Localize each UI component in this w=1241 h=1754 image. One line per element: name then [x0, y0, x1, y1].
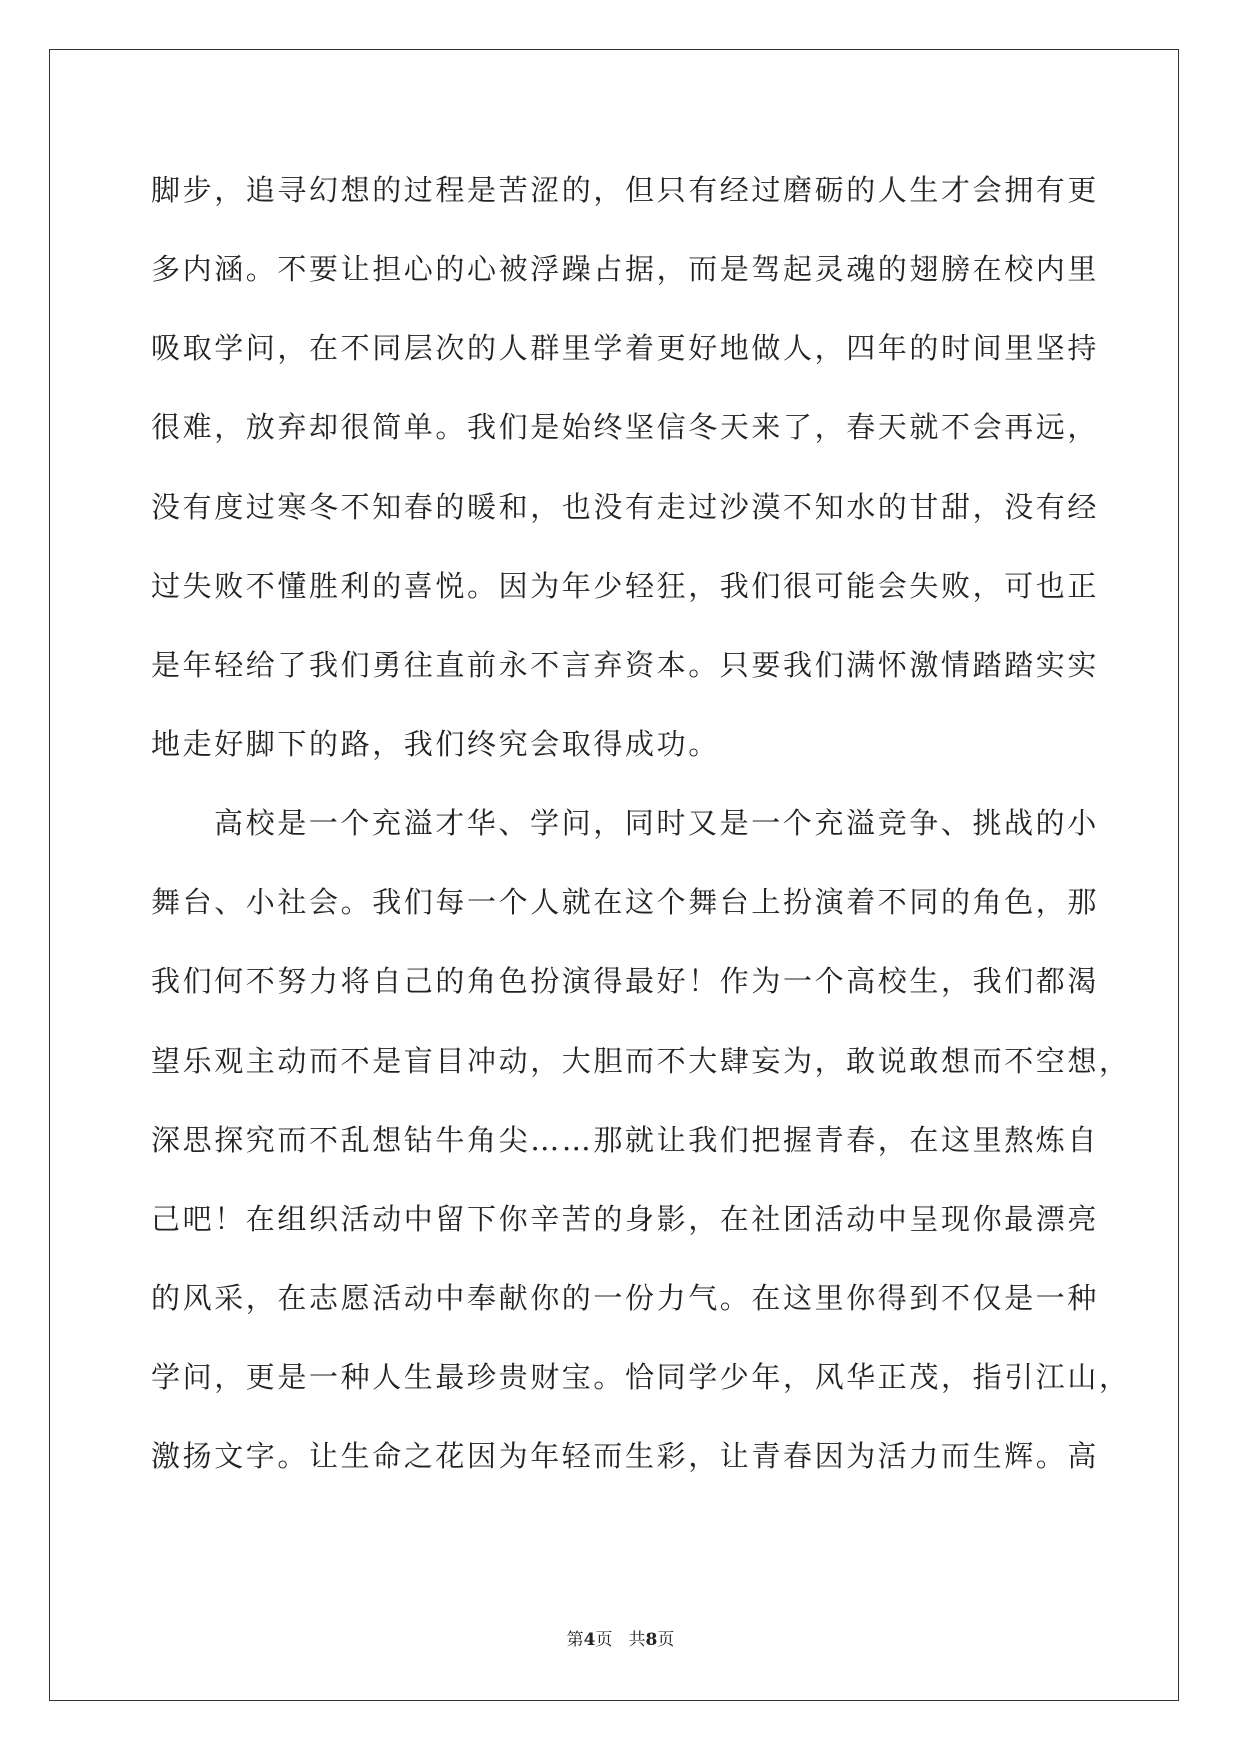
total-label-prefix: 共: [628, 1630, 646, 1650]
text-line: 学问，更是一种人生最珍贵财宝。恰同学少年，风华正茂，指引江山，: [151, 1360, 1131, 1394]
total-label-suffix: 页: [657, 1630, 675, 1650]
text-line: 是年轻给了我们勇往直前永不言弃资本。只要我们满怀激情踏踏实实: [151, 648, 1100, 682]
page-footer: [0, 1625, 1241, 1650]
paragraph-first-line: 高校是一个充溢才华、学问，同时又是一个充溢竞争、挑战的小: [214, 806, 1099, 840]
text-line: 激扬文字。让生命之花因为年轻而生彩，让青春因为活力而生辉。高: [151, 1439, 1100, 1473]
text-line: 没有度过寒冬不知春的暖和，也没有走过沙漠不知水的甘甜，没有经: [151, 490, 1100, 524]
text-line: 深思探究而不乱想钻牛角尖……那就让我们把握青春，在这里熬炼自: [151, 1123, 1100, 1157]
text-line: 过失败不懂胜利的喜悦。因为年少轻狂，我们很可能会失败，可也正: [151, 569, 1100, 603]
text-line: 的风采，在志愿活动中奉献你的一份力气。在这里你得到不仅是一种: [151, 1281, 1100, 1315]
text-line: 地走好脚下的路，我们终究会取得成功。: [151, 727, 720, 761]
text-line: 脚步，追寻幻想的过程是苦涩的，但只有经过磨砺的人生才会拥有更: [151, 173, 1100, 207]
text-line: 舞台、小社会。我们每一个人就在这个舞台上扮演着不同的角色，那: [151, 885, 1100, 919]
text-line: 多内涵。不要让担心的心被浮躁占据，而是驾起灵魂的翅膀在校内里: [151, 252, 1100, 286]
text-line: 望乐观主动而不是盲目冲动，大胆而不大肆妄为，敢说敢想而不空想，: [151, 1044, 1131, 1078]
text-line: 吸取学问，在不同层次的人群里学着更好地做人，四年的时间里坚持: [151, 331, 1100, 365]
page-label-suffix: 页: [595, 1630, 613, 1650]
page-label-prefix: 第: [566, 1630, 584, 1650]
text-line: 很难，放弃却很简单。我们是始终坚信冬天来了，春天就不会再远，: [151, 410, 1100, 444]
text-line: 我们何不努力将自己的角色扮演得最好！作为一个高校生，我们都渴: [151, 964, 1100, 998]
page-total: 8: [645, 1630, 658, 1650]
text-line: 己吧！在组织活动中留下你辛苦的身影，在社团活动中呈现你最漂亮: [151, 1202, 1100, 1236]
page-number: 4: [583, 1630, 596, 1650]
